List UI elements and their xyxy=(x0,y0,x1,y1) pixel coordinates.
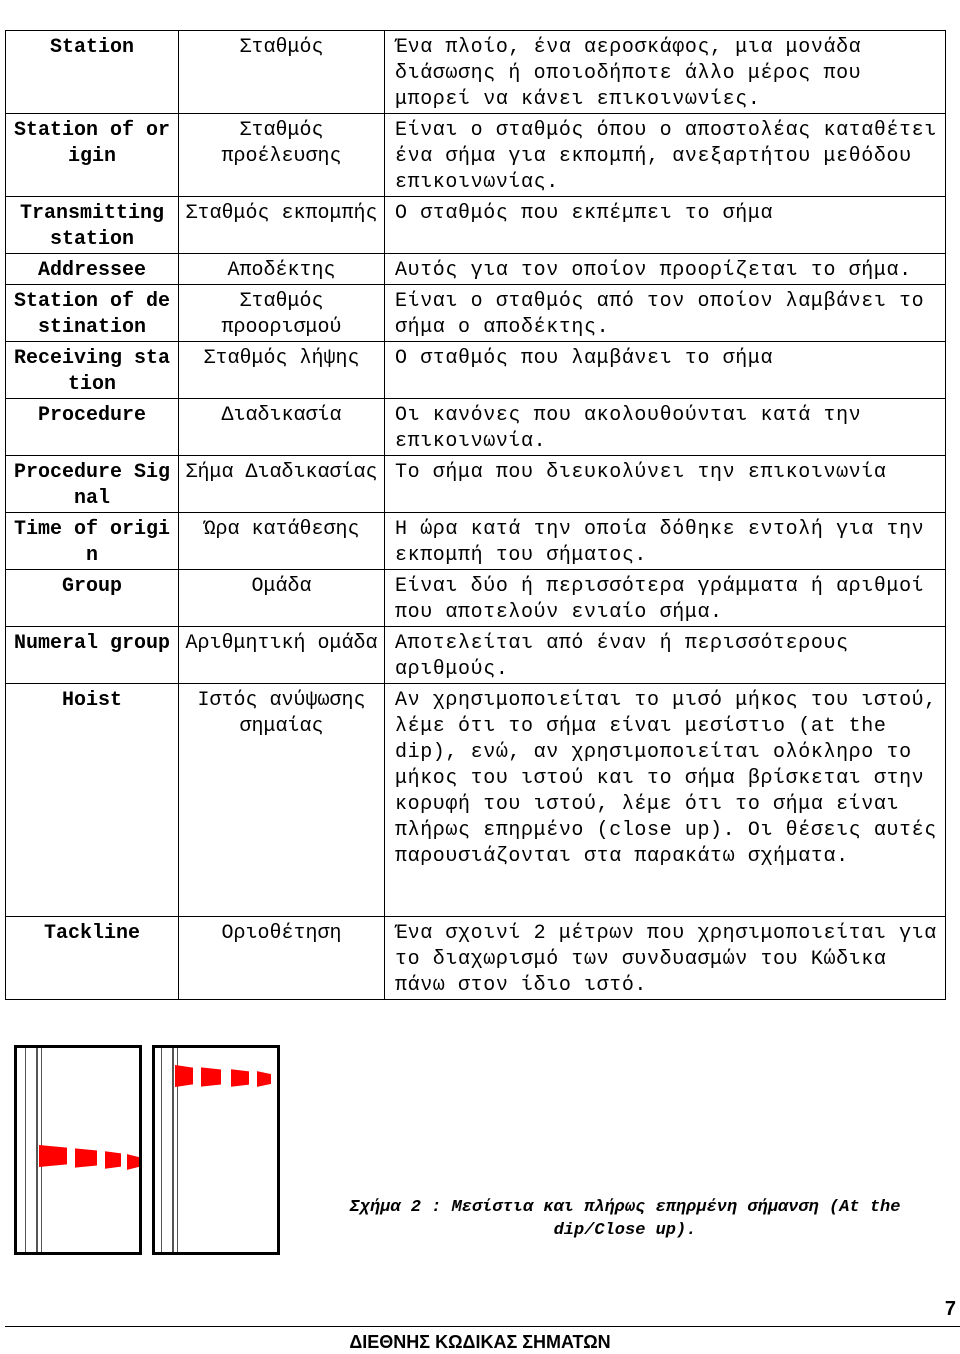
term-english: Addressee xyxy=(6,254,179,285)
term-english: Time of origin xyxy=(6,513,179,570)
term-definition: Οι κανόνες που ακολουθούνται κατά την επικοινωνία. xyxy=(385,399,946,456)
table-row xyxy=(6,513,946,570)
term-english: Tackline xyxy=(6,917,179,1000)
table-row xyxy=(6,684,946,917)
term-definition: Η ώρα κατά την οποία δόθηκε εντολή για την εκπομπή του σήματος. xyxy=(385,513,946,570)
term-greek: Σταθμός εκπομπής xyxy=(179,197,385,254)
term-greek: Αποδέκτης xyxy=(179,254,385,285)
signal-flag-icon xyxy=(231,1067,249,1089)
table-row xyxy=(6,917,946,1000)
term-english: Station of destination xyxy=(6,285,179,342)
signal-flag-icon xyxy=(75,1147,97,1169)
table-row xyxy=(6,342,946,399)
signal-flag-icon xyxy=(201,1066,221,1088)
term-definition: Αν χρησιμοποιείται το μισό μήκος του ιστού, λέμε ότι το σήμα είναι μεσίστιο (at the dip), ενώ, αν χρησιμοποιείται ολόκληρο το μήκος του ιστού και το σήμα βρίσκεται στην κορυφή του ιστού, λέμε ότι το σήμα είναι πλήρως επηρμένο (close up). Οι θέσεις αυτές παρουσιάζονται στα παρακάτω σχήματα. xyxy=(385,684,946,917)
signal-flag-icon xyxy=(39,1145,67,1167)
term-greek: Σήμα Διαδικασίας xyxy=(179,456,385,513)
table-row xyxy=(6,254,946,285)
table-row xyxy=(6,31,946,114)
table-row xyxy=(6,197,946,254)
term-definition: Το σήμα που διευκολύνει την επικοινωνία xyxy=(385,456,946,513)
term-definition: Αποτελείται από έναν ή περισσότερους αριθμούς. xyxy=(385,627,946,684)
mast-icon xyxy=(25,1048,37,1252)
term-greek: Σταθμός προορισμού xyxy=(179,285,385,342)
term-english: Station xyxy=(6,31,179,114)
term-greek: Ιστός ανύψωσης σημαίας xyxy=(179,684,385,917)
table-row xyxy=(6,399,946,456)
table-row xyxy=(6,456,946,513)
term-english: Group xyxy=(6,570,179,627)
page-number: 7 xyxy=(944,1298,956,1320)
term-greek: Οριοθέτηση xyxy=(179,917,385,1000)
term-english: Hoist xyxy=(6,684,179,917)
term-english: Transmitting station xyxy=(6,197,179,254)
term-definition: Είναι ο σταθμός όπου ο αποστολέας καταθέτει ένα σήμα για εκπομπή, ανεξαρτήτου μεθόδου επικοινωνίας. xyxy=(385,114,946,197)
page-footer: ΔΙΕΘΝΗΣ ΚΩΔΙΚΑΣ ΣΗΜΑΤΩΝ xyxy=(349,1332,611,1352)
term-definition: Αυτός για τον οποίον προορίζεται το σήμα. xyxy=(385,254,946,285)
term-definition: Είναι δύο ή περισσότερα γράμματα ή αριθμοί που αποτελούν ενιαίο σήμα. xyxy=(385,570,946,627)
figure-caption: Σχήμα 2 : Μεσίστια και πλήρως επηρμένη σήμανση (At the dip/Close up). xyxy=(349,1198,901,1240)
term-english: Numeral group xyxy=(6,627,179,684)
term-definition: Ένα πλοίο, ένα αεροσκάφος, μια μονάδα διάσωσης ή οποιοδήποτε άλλο μέρος που μπορεί να κάνει επικοινωνίες. xyxy=(385,31,946,114)
term-english: Procedure xyxy=(6,399,179,456)
glossary-table xyxy=(5,30,946,1000)
term-greek: Σταθμός προέλευσης xyxy=(179,114,385,197)
hoist-at-the-dip-illustration xyxy=(14,1045,142,1255)
term-greek: Διαδικασία xyxy=(179,399,385,456)
term-definition: Ο σταθμός που εκπέμπει το σήμα xyxy=(385,197,946,254)
hoist-close-up-illustration xyxy=(152,1045,280,1255)
signal-flag-icon xyxy=(257,1068,271,1090)
term-definition: Ένα σχοινί 2 μέτρων που χρησιμοποιείται για το διαχωρισμό των συνδυασμών του Κώδικα πάνω στον ίδιο ιστό. xyxy=(385,917,946,1000)
term-english: Station of origin xyxy=(6,114,179,197)
table-row xyxy=(6,627,946,684)
signal-flag-icon xyxy=(105,1149,121,1171)
signal-flag-icon xyxy=(127,1151,139,1173)
table-row xyxy=(6,114,946,197)
term-definition: Είναι ο σταθμός από τον οποίον λαμβάνει το σήμα ο αποδέκτης. xyxy=(385,285,946,342)
term-greek: Σταθμός xyxy=(179,31,385,114)
term-greek: Αριθμητική ομάδα xyxy=(179,627,385,684)
footer-divider xyxy=(5,1326,960,1327)
signal-flag-icon xyxy=(175,1065,193,1087)
term-definition: Ο σταθμός που λαμβάνει το σήμα xyxy=(385,342,946,399)
term-english: Receiving station xyxy=(6,342,179,399)
term-greek: Ομάδα xyxy=(179,570,385,627)
term-greek: Ώρα κατάθεσης xyxy=(179,513,385,570)
table-row xyxy=(6,285,946,342)
mast-icon xyxy=(161,1048,173,1252)
term-greek: Σταθμός λήψης xyxy=(179,342,385,399)
table-row xyxy=(6,570,946,627)
term-english: Procedure Signal xyxy=(6,456,179,513)
